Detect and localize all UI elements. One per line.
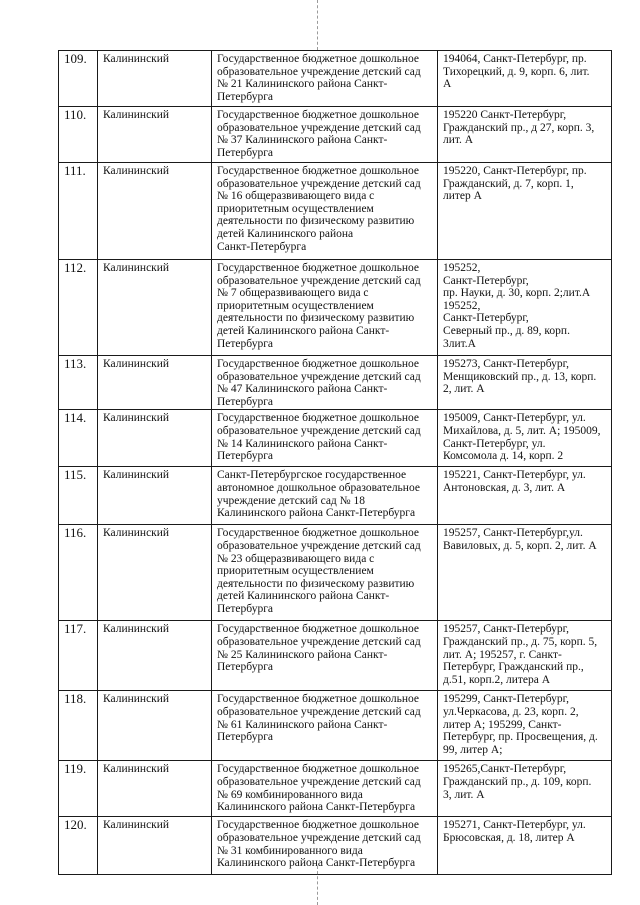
table-row [59,410,612,467]
address-cell: 195273, Санкт-Петербург, Менщиковский пр., д. 13, корп. 2, лит. А [438,356,612,410]
row-number: 110. [59,107,98,163]
row-number: 116. [59,525,98,621]
kindergarten-registry-table [58,50,612,875]
address-cell: 195221, Санкт-Петербург, ул. Антоновская, д. 3, лит. А [438,467,612,525]
address-cell: 195271, Санкт-Петербург, ул. Брюсовская, д. 18, литер А [438,817,612,875]
table-row [59,107,612,163]
district-cell: Калининский [98,356,212,410]
district-cell: Калининский [98,51,212,107]
table-row [59,163,612,260]
table-row [59,525,612,621]
table-row [59,621,612,691]
district-cell: Калининский [98,817,212,875]
row-number: 113. [59,356,98,410]
row-number: 115. [59,467,98,525]
district-cell: Калининский [98,107,212,163]
institution-name-cell: Санкт-Петербургское государственное автономное дошкольное образовательное учреждение детский сад № 18 Калининского района Санкт-Петербурга [212,467,438,525]
table-row [59,356,612,410]
district-cell: Калининский [98,525,212,621]
address-cell: 194064, Санкт-Петербург, пр. Тихорецкий, д. 9, корп. 6, лит. А [438,51,612,107]
address-cell: 195265,Санкт-Петербург, Гражданский пр., д. 109, корп. 3, лит. А [438,761,612,817]
table-row [59,817,612,875]
district-cell: Калининский [98,467,212,525]
institution-name-cell: Государственное бюджетное дошкольное образовательное учреждение детский сад № 61 Калининского района Санкт- Петербурга [212,691,438,761]
table-row [59,51,612,107]
address-cell: 195220, Санкт-Петербург, пр. Гражданский, д. 7, корп. 1, литер А [438,163,612,260]
district-cell: Калининский [98,691,212,761]
row-number: 109. [59,51,98,107]
row-number: 120. [59,817,98,875]
institution-name-cell: Государственное бюджетное дошкольное образовательное учреждение детский сад № 21 Калининского района Санкт- Петербурга [212,51,438,107]
institution-name-cell: Государственное бюджетное дошкольное образовательное учреждение детский сад № 31 комбинированного вида Калининского района Санкт-Петербурга [212,817,438,875]
institution-name-cell: Государственное бюджетное дошкольное образовательное учреждение детский сад № 47 Калининского района Санкт- Петербурга [212,356,438,410]
fold-line-bottom [317,866,318,905]
fold-line-top [317,0,318,50]
institution-name-cell: Государственное бюджетное дошкольное образовательное учреждение детский сад № 69 комбинированного вида Калининского района Санкт-Петербурга [212,761,438,817]
row-number: 112. [59,260,98,356]
institution-name-cell: Государственное бюджетное дошкольное образовательное учреждение детский сад № 23 общеразвивающего вида с приоритетным осуществлением деятельности по физическому развитию детей Калининского района Санкт- Петербурга [212,525,438,621]
district-cell: Калининский [98,260,212,356]
row-number: 111. [59,163,98,260]
row-number: 119. [59,761,98,817]
institution-name-cell: Государственное бюджетное дошкольное образовательное учреждение детский сад № 7 общеразвивающего вида с приоритетным осуществлением деятельности по физическому развитию детей Калининского района Санкт- Петербурга [212,260,438,356]
district-cell: Калининский [98,163,212,260]
district-cell: Калининский [98,410,212,467]
table-row [59,260,612,356]
address-cell: 195299, Санкт-Петербург, ул.Черкасова, д. 23, корп. 2, литер А; 195299, Санкт- Петербург, пр. Просвещения, д. 99, литер А; [438,691,612,761]
row-number: 117. [59,621,98,691]
row-number: 118. [59,691,98,761]
institution-name-cell: Государственное бюджетное дошкольное образовательное учреждение детский сад № 14 Калининского района Санкт- Петербурга [212,410,438,467]
table-row [59,761,612,817]
district-cell: Калининский [98,621,212,691]
address-cell: 195257, Санкт-Петербург,ул. Вавиловых, д. 5, корп. 2, лит. А [438,525,612,621]
address-cell: 195252, Санкт-Петербург, пр. Науки, д. 30, корп. 2;лит.А 195252, Санкт-Петербург, Северный пр., д. 89, корп. 3лит.А [438,260,612,356]
institution-name-cell: Государственное бюджетное дошкольное образовательное учреждение детский сад № 25 Калининского района Санкт- Петербурга [212,621,438,691]
institution-name-cell: Государственное бюджетное дошкольное образовательное учреждение детский сад № 16 общеразвивающего вида с приоритетным осуществлением деятельности по физическому развитию детей Калининского района Санкт-Петербурга [212,163,438,260]
address-cell: 195009, Санкт-Петербург, ул. Михайлова, д. 5, лит. А; 195009, Санкт-Петербург, ул. Комсомола д. 14, корп. 2 [438,410,612,467]
institution-name-cell: Государственное бюджетное дошкольное образовательное учреждение детский сад № 37 Калининского района Санкт- Петербурга [212,107,438,163]
row-number: 114. [59,410,98,467]
table-row [59,691,612,761]
address-cell: 195257, Санкт-Петербург, Гражданский пр., д. 75, корп. 5, лит. А; 195257, г. Санкт- Петербург, Гражданский пр., д.51, корп.2, литера А [438,621,612,691]
address-cell: 195220 Санкт-Петербург, Гражданский пр., д 27, корп. 3, лит. А [438,107,612,163]
table-row [59,467,612,525]
district-cell: Калининский [98,761,212,817]
